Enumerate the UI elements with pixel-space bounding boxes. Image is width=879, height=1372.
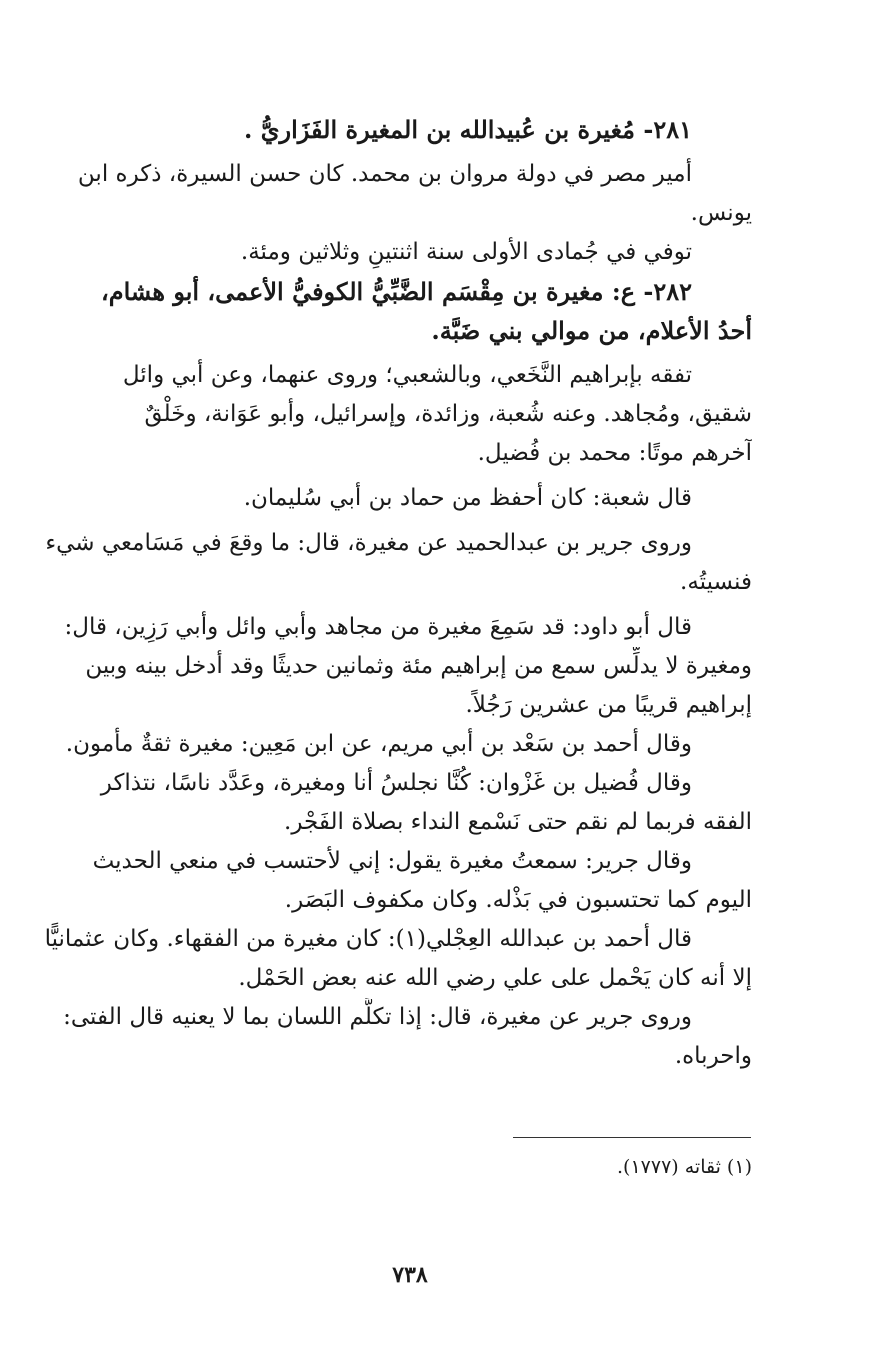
paragraph-line: شقيق، ومُجاهد. وعنه شُعبة، وزائدة، وإسرائيل، وأبو عَوَانة، وخَلْقٌ: [144, 401, 752, 427]
paragraph-line: تفقه بإبراهيم النَّخَعي، وبالشعبي؛ وروى عنهما، وعن أبي وائل: [122, 362, 692, 388]
paragraph-line: وقال جرير: سمعتُ مغيرة يقول: إني لأحتسب في منعي الحديث: [92, 848, 692, 874]
paragraph-line: وروى جرير بن عبدالحميد عن مغيرة، قال: ما وقعَ في مَسَامعي شيء: [45, 530, 692, 556]
paragraph-line: واحرباه.: [674, 1043, 752, 1069]
entry-281-line-3: توفي في جُمادى الأولى سنة اثنتينِ وثلاثين ومئة.: [240, 239, 692, 265]
paragraph-line: إبراهيم قريبًا من عشرين رَجُلاً.: [465, 692, 752, 718]
entry-282-heading-line-1: ٢٨٢- ع: مغيرة بن مِقْسَم الضَّبِّيُّ الكوفيُّ الأعمى، أبو هشام،: [100, 277, 692, 306]
paragraph-line: وروى جرير عن مغيرة، قال: إذا تكلَّم اللسان بما لا يعنيه قال الفتى:: [63, 1004, 692, 1030]
paragraph-line: وقال فُضيل بن غَزْوان: كُنَّا نجلسُ أنا ومغيرة، وعَدَّد ناسًا، نتذاكر: [100, 770, 692, 796]
page-number: ٧٣٨: [392, 1262, 428, 1288]
entry-282-heading-line-2: أحدُ الأعلام، من موالي بني ضَبَّة.: [431, 316, 752, 345]
paragraph-line: وقال أحمد بن سَعْد بن أبي مريم، عن ابن مَعِين: مغيرة ثقةٌ مأمون.: [65, 731, 692, 757]
paragraph-line: الفقه فربما لم نقم حتى نَسْمع النداء بصلاة الفَجْر.: [284, 809, 752, 835]
entry-281-line-1: أمير مصر في دولة مروان بن محمد. كان حسن السيرة، ذكره ابن: [77, 161, 692, 187]
paragraph-line: ومغيرة لا يدلِّس سمع من إبراهيم مئة وثمانين حديثًا وقد أدخل بينه وبين: [85, 653, 752, 679]
paragraph-line: فنسيتُه.: [680, 569, 752, 595]
paragraph-line: قال شعبة: كان أحفظ من حماد بن أبي سُليمان.: [243, 485, 692, 511]
footnote-divider: [513, 1137, 751, 1138]
paragraph-line: آخرهم موتًا: محمد بن فُضيل.: [477, 440, 752, 466]
paragraph-line: قال أبو داود: قد سَمِعَ مغيرة من مجاهد وأبي وائل وأبي رَزِين، قال:: [64, 614, 692, 640]
page-body: [36, 110, 752, 1076]
entry-281-heading: ٢٨١- مُغيرة بن عُبيدالله بن المغيرة الفَزَاريُّ .: [244, 115, 692, 144]
paragraph-line: اليوم كما تحتسبون في بَذْله. وكان مكفوف البَصَر.: [284, 887, 752, 913]
footnote: (١) ثقاته (١٧٧٧).: [617, 1156, 752, 1178]
paragraph-line: إلا أنه كان يَحْمل على علي رضي الله عنه بعض الحَمْل.: [238, 965, 752, 991]
paragraph-line: قال أحمد بن عبدالله العِجْلي(١): كان مغيرة من الفقهاء. وكان عثمانيًّا: [44, 926, 692, 952]
entry-281-line-2: يونس.: [690, 200, 752, 226]
